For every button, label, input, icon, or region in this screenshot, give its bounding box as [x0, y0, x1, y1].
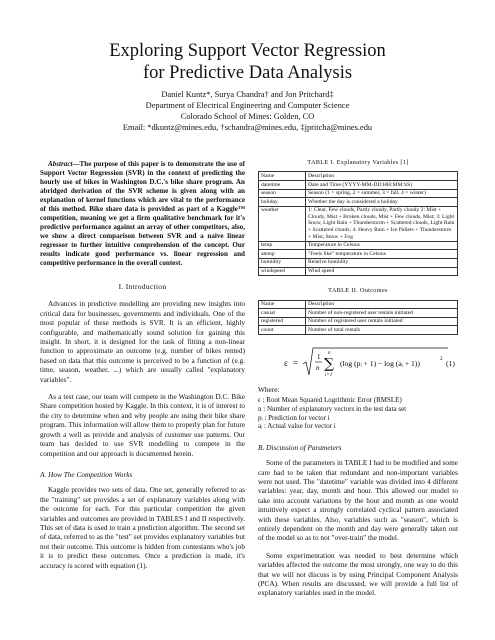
eq-sum-top: n — [328, 350, 331, 356]
sum-sigma: ∑ — [324, 355, 334, 372]
table-cell-description: "Feels like" temperature in Celsius — [306, 250, 458, 259]
table-row — [259, 198, 458, 207]
right-column — [258, 158, 458, 598]
abstract — [40, 160, 245, 268]
table-cell-name: datetime — [259, 181, 306, 190]
table-row — [259, 241, 458, 250]
table-row — [259, 326, 458, 335]
table-cell-name: humidity — [259, 258, 306, 267]
author-names: Daniel Kuntz*, Surya Chandra† and Jon Pritchard‡ — [161, 90, 334, 99]
variable-definitions — [258, 396, 458, 430]
discussion-paragraph-1: Some of the parameters in TABLE I had to be modified and some care had to be taken that redundant and non-important variables were not used. The "datetime" variable was divided into 4 different variables: year, day, month and hour. This allowed our model to take into account variations by the hour and month as one would intuitively expect a strongly correlated cyclical pattern associated with these variables. Also, variables such as "season", which is entirely dependent on the month and day were generally taken out of the model so as to not "over-train" the model. — [258, 458, 458, 543]
table-cell-description: Date and Time (YYYY-MM-DD HH:MM:SS) — [306, 181, 458, 190]
affiliation: Department of Electrical Engineering and Computer Science — [145, 101, 350, 110]
address: Colorado School of Mines: Golden, CO — [180, 112, 315, 121]
table-row — [259, 189, 458, 198]
table-cell-description: Number of non-registered user rentals initiated — [306, 309, 458, 318]
table-header-cell: Description — [306, 172, 458, 181]
equation-figure — [258, 345, 458, 381]
abstract-text: —The purpose of this paper is to demonstrate the use of Support Vector Regression (SVR) in the context of predicting the hourly use of bikes in Washington D.C.'s bike share program. An abridged derivation of the SVR scheme is given along with an explanation of kernel functions which are vital to the performance of this method. Bike share data is provided as part of a Kaggle™ competition, meaning we get a firm qualitative benchmark for it's predictive performance against an array of other competitors, also, we show a direct comparison between SVR and a naive linear regressor to further intuitive comprehension of the concept. Our results indicate good performance vs. linear regression and competitive performance in the overall contest. — [40, 160, 245, 267]
table-cell-name: season — [259, 189, 306, 198]
table-row — [259, 181, 458, 190]
table-cell-description: Relative humidity — [306, 258, 458, 267]
table-cell-description: Number of total rentals — [306, 326, 458, 335]
table-cell-name: holiday — [259, 198, 306, 207]
intro-paragraph-2: As a test case, our team will compete in the Washington D.C. Bike Share competition hosted by Kaggle. In this context, it is of interest to the city to determine when and why people are using their bike share program. This information will allow them to properly plan for future growth a well as provide and analysis of customer use patterns. Our team has decided to use SVR modelling to compete in the competition and our approach is documented herein. — [40, 392, 245, 458]
intro-paragraph-1: Advances in predictive modelling are providing new insights into critical data for businesses, governments and individuals. One of the most popular of these methods is SVR. It is an efficient, highly configurable, and mathematically sound solution for gaining this insight. In short, it is designed for the task of fitting a non-linear function to approximate an outcome (e.g. number of bikes rented) based on data that this outcome is perceived to be a function of (e.g. time, season, weather, ...) which are usually called "explanatory variables". — [40, 299, 245, 384]
table-cell-description: Number of registered user rentals initiated — [306, 317, 458, 326]
author-block — [0, 89, 495, 133]
table-cell-name: count — [259, 326, 306, 335]
discussion-paragraph-2: Some experimentation was needed to best determine which variables affected the outcome the most strongly, one way to do this that we will not discuss is by using Principal Component Analysis (PCA). When results are discussed, we will provide a full list of explanatory variables used in the model. — [258, 550, 458, 598]
title-line-1: Exploring Support Vector Regression — [109, 41, 386, 61]
table-cell-name: windspeed — [259, 267, 306, 276]
email-line: Email: *dkuntz@mines.edu, †schandra@mines.edu, ‡jpritcha@mines.edu — [122, 123, 373, 132]
table-cell-description: 1: Clear, Few clouds, Partly cloudy, Partly cloudy 2: Mist + Cloudy, Mist + Broken clouds, Mist + Few clouds, Mist; 3: Light Snow, Light Rain + Thunderstorm + Scattered clouds, Light Rain + Scattered clouds; 4: Heavy Rain + Ice Pallets + Thunderstorm + Mist, Snow + Fog — [306, 206, 458, 241]
abstract-label: Abstract — [48, 160, 73, 168]
table-cell-description: Whether the day is considered a holiday — [306, 198, 458, 207]
table-row — [259, 258, 458, 267]
table-cell-name: casual — [259, 309, 306, 318]
table-header-row — [259, 300, 458, 309]
table-cell-name: weather — [259, 206, 306, 241]
table-cell-description: Temperature in Celsius — [306, 241, 458, 250]
table-cell-name: atemp — [259, 250, 306, 259]
table-outcomes — [258, 300, 458, 335]
table-cell-name: registered — [259, 317, 306, 326]
eq-epsilon: ε — [284, 357, 288, 368]
table-header-cell: Name — [259, 172, 306, 181]
definition-item: pᵢ : Prediction for vector i — [258, 413, 330, 422]
paper-title — [0, 40, 495, 84]
left-column — [40, 160, 245, 570]
table-row — [259, 309, 458, 318]
table-row — [259, 206, 458, 241]
subsection-heading-discussion: B. Discussion of Parameters — [258, 442, 342, 452]
definition-item: aᵢ : Actual value for vector i — [258, 422, 336, 431]
table2-caption: TABLE II. Outcomes — [328, 287, 388, 295]
table-cell-description: Wind speed — [306, 267, 458, 276]
eq-frac-num: 1 — [317, 352, 321, 361]
table1-caption: TABLE I. Explanatory Variables [1] — [307, 159, 409, 166]
title-line-2: for Predictive Data Analysis — [142, 63, 353, 83]
table-header-cell: Name — [259, 300, 306, 309]
table-header-row — [259, 172, 458, 181]
eq-frac-den: n — [316, 363, 320, 372]
eq-equals: = — [293, 357, 299, 368]
eq-sum-bottom: i=1 — [325, 372, 333, 378]
equation-rmsle — [258, 345, 458, 381]
definition-item: n : Number of explanatory vectors in the test data set — [258, 404, 407, 413]
eq-power: 2 — [440, 356, 443, 362]
table-explanatory-variables — [258, 171, 458, 276]
table-row — [259, 250, 458, 259]
table-header-cell: Description — [306, 300, 458, 309]
subsection-heading-competition: A. How The Competition Works — [40, 469, 133, 479]
where-label: Where: — [258, 384, 280, 394]
table-cell-description: Season (1 = spring, 2 = summer, 3 = fall, 4 = winter) — [306, 189, 458, 198]
eq-body: (log (pᵢ + 1) − log (aᵢ + 1)) — [340, 358, 420, 368]
eq-number: (1) — [446, 358, 455, 368]
table-row — [259, 267, 458, 276]
section-heading-introduction: I. Introduction — [118, 282, 167, 291]
table-row — [259, 317, 458, 326]
definition-item: ϵ : Root Mean Squared Logrithmic Error (RMSLE) — [258, 396, 402, 405]
competition-paragraph-1: Kaggle provides two sets of data. One set, generally referred to as the "training" set provides a set of explanatory variables along with the outcome for each. For this particular competition the given variables and outcomes are provided in TABLES I and II respectively. This set of data is used to train a prediction algorithm. The second set of data, referred to as the "test" set provides explanatory variables but not their outcome. This outcome is hidden from contestants who's job it is to predict these outcomes. Once a prediction is made, it's accuracy is scored with equation (1). — [40, 485, 245, 570]
table-cell-name: temp — [259, 241, 306, 250]
